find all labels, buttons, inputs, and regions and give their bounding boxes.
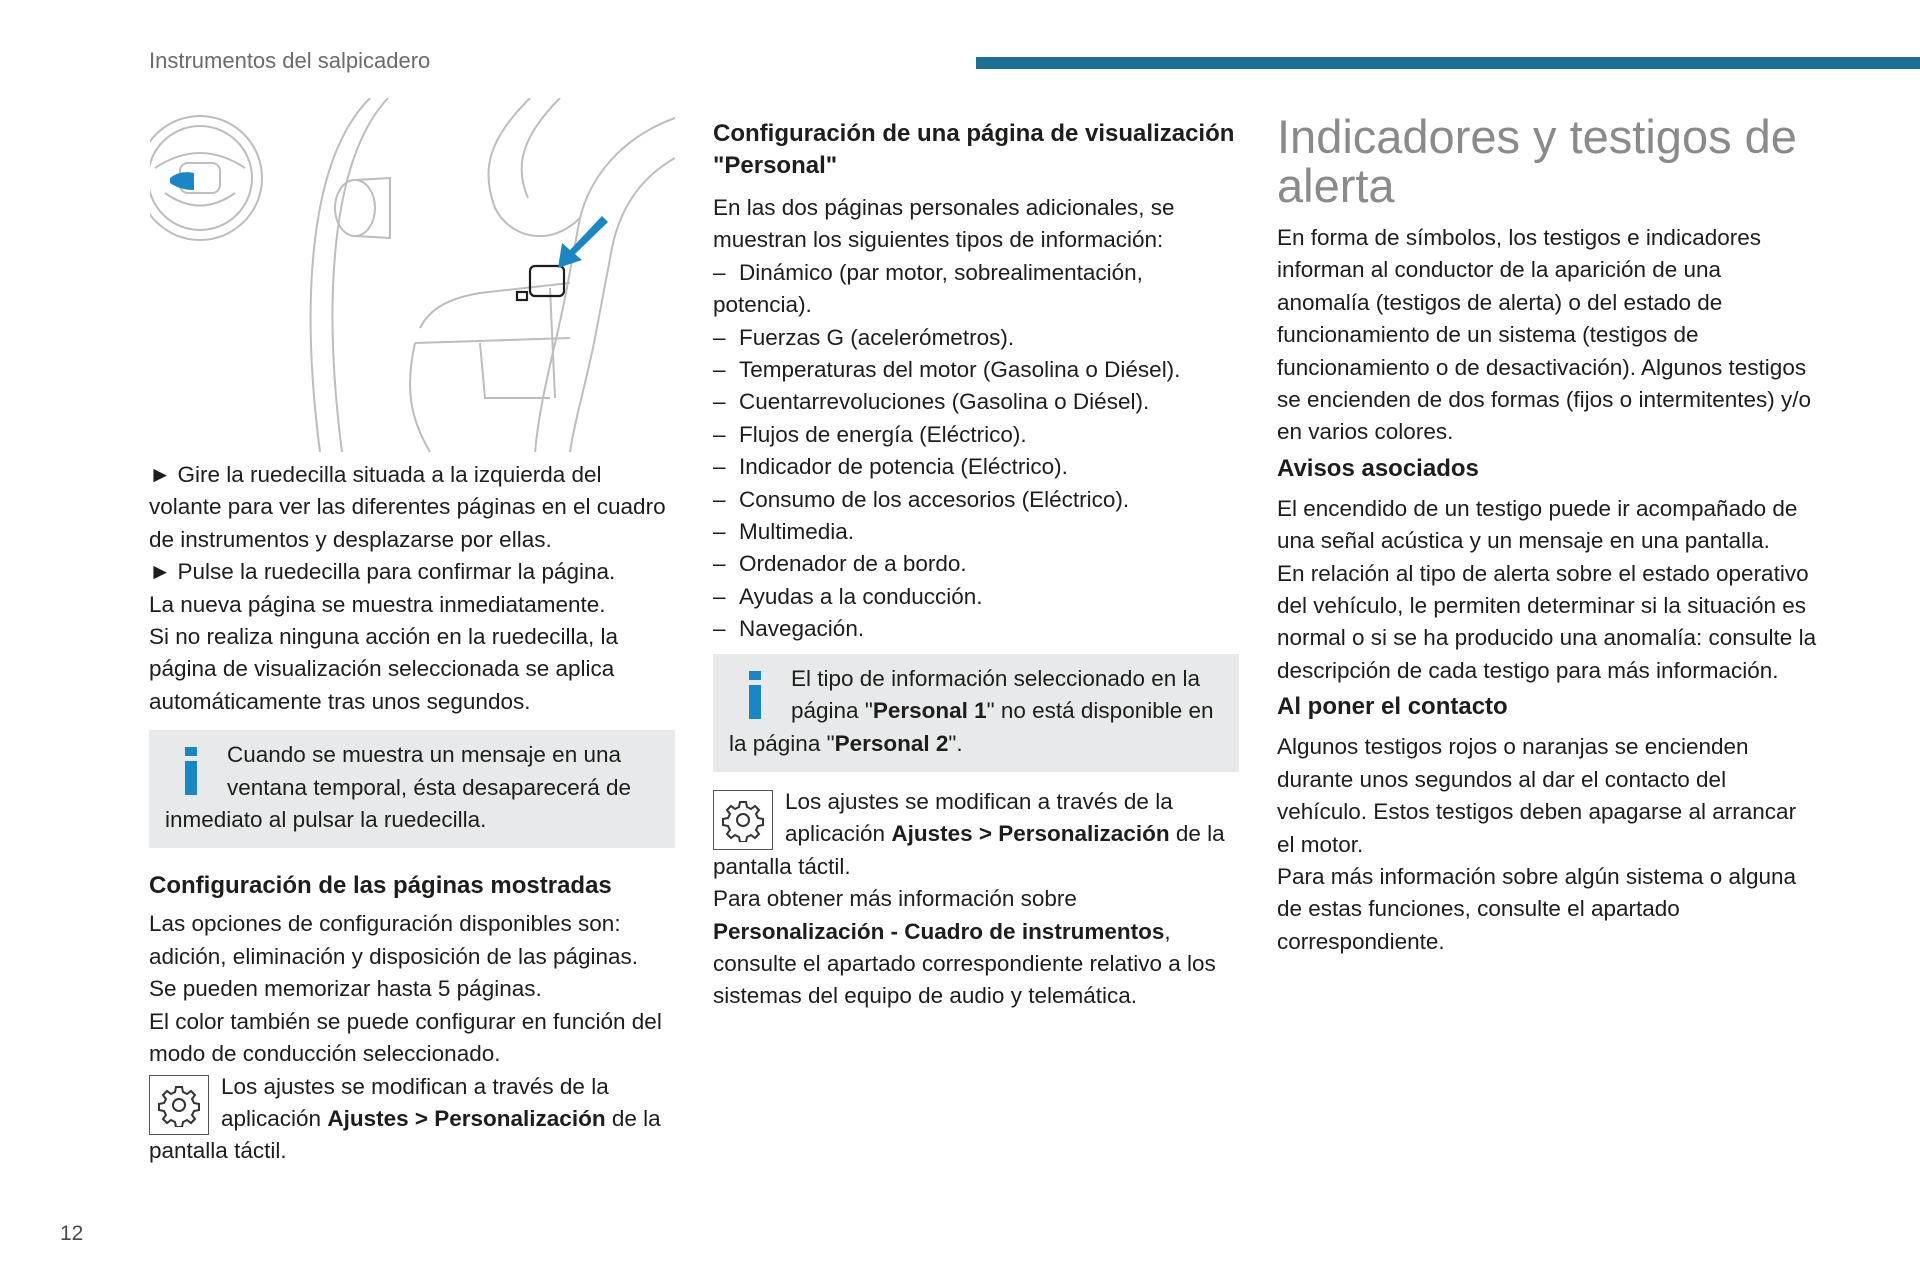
paragraph: En forma de símbolos, los testigos e indicadores informan al conductor de la aparición de una anomalía (testigos de alerta) o del estado de funcionamiento de un sistema (testigos de funcionamiento o de desactivación). Algunos testigos se encienden de dos formas (fijos o intermitentes) y/o en varios colores. bbox=[1277, 225, 1812, 445]
settings-path: Ajustes > Personalización bbox=[891, 821, 1170, 847]
paragraph: Las opciones de configuración disponibles son: adición, eliminación y disposición de las páginas. bbox=[149, 911, 639, 969]
section-heading: Configuración de una página de visualización "Personal" bbox=[713, 120, 1235, 179]
gear-icon bbox=[149, 1075, 209, 1135]
info-box bbox=[149, 730, 675, 848]
list-item: – Indicador de potencia (Eléctrico). bbox=[713, 454, 1068, 480]
header-accent-bar bbox=[976, 57, 1920, 69]
steering-wheel-illustration bbox=[150, 98, 675, 452]
list-item: – Cuentarrevoluciones (Gasolina o Diésel). bbox=[713, 389, 1150, 415]
settings-text-end: de la pantalla táctil. bbox=[713, 821, 1225, 879]
list-item: – Dinámico (par motor, sobrealimentación, potencia). bbox=[713, 259, 1143, 318]
settings-path: Ajustes > Personalización bbox=[327, 1105, 606, 1131]
column-right bbox=[1277, 112, 1817, 958]
list-item: – Consumo de los accesorios (Eléctrico). bbox=[713, 486, 1130, 512]
info-box: El tipo de información seleccionado en la página "Personal 1" no está disponible en la página "Personal 2". bbox=[713, 654, 1239, 772]
paragraph: Para obtener más información sobre Personalización - Cuadro de instrumentos, consulte el apartado correspondiente relativo a los sistemas del equipo de audio y telemática. bbox=[713, 886, 1216, 1009]
paragraph: El color también se puede configurar en función del modo de conducción seleccionado. bbox=[149, 1008, 662, 1067]
paragraph: Si no realiza ninguna acción en la ruedecilla, la página de visualización seleccionada se aplica automáticamente tras unos segundos. bbox=[149, 624, 619, 714]
info-type-list bbox=[713, 257, 1239, 646]
paragraph: Se pueden memorizar hasta 5 páginas. bbox=[149, 976, 542, 1002]
paragraph: Algunos testigos rojos o naranjas se encienden durante unos segundos al dar el contacto del vehículo. Estos testigos deben apagarse al arrancar el motor. bbox=[1277, 734, 1797, 857]
settings-note bbox=[149, 1071, 675, 1168]
paragraph: En las dos páginas personales adicionales, se muestran los siguientes tipos de información: bbox=[713, 195, 1175, 253]
paragraph: El encendido de un testigo puede ir acompañado de una señal acústica y un mensaje en una pantalla. bbox=[1277, 495, 1798, 554]
instruction-bullet: ► Gire la ruedecilla situada a la izquierda del volante para ver las diferentes páginas en el cuadro de instrumentos y desplazarse por ellas. bbox=[149, 462, 666, 552]
list-item: – Ordenador de a bordo. bbox=[713, 551, 967, 577]
list-item: – Temperaturas del motor (Gasolina o Diésel). bbox=[713, 357, 1181, 383]
section-title: Instrumentos del salpicadero bbox=[149, 48, 431, 73]
settings-text: Los ajustes se modifican a través de la aplicación bbox=[221, 1073, 609, 1131]
list-item: – Fuerzas G (acelerómetros). bbox=[713, 324, 1015, 350]
section-heading: Avisos asociados bbox=[1277, 454, 1479, 482]
page-number: 12 bbox=[60, 1222, 84, 1245]
paragraph: En relación al tipo de alerta sobre el estado operativo del vehículo, le permiten determinar si la situación es normal o si se ha producido una anomalía: consulte la descripción de cada testigo para más información. bbox=[1277, 560, 1817, 683]
list-item: – Navegación. bbox=[713, 616, 865, 642]
column-middle bbox=[713, 118, 1239, 1013]
list-item: – Multimedia. bbox=[713, 519, 855, 545]
info-icon bbox=[179, 747, 205, 799]
page-title: Indicadores y testigos de alerta bbox=[1277, 110, 1797, 212]
info-text: Cuando se muestra un mensaje en una ventana temporal, ésta desaparecerá de inmediato al pulsar la ruedecilla. bbox=[165, 742, 632, 833]
list-item: – Flujos de energía (Eléctrico). bbox=[713, 421, 1027, 447]
list-item: – Ayudas a la conducción. bbox=[713, 583, 983, 609]
settings-note bbox=[713, 786, 1239, 883]
section-heading: Al poner el contacto bbox=[1277, 693, 1508, 721]
column-left bbox=[149, 459, 675, 1168]
settings-text-end: de la pantalla táctil. bbox=[149, 1105, 661, 1164]
settings-text: Los ajustes se modifican a través de la aplicación bbox=[785, 788, 1173, 847]
section-heading: Configuración de las páginas mostradas bbox=[149, 872, 612, 900]
gear-icon bbox=[713, 790, 773, 850]
info-icon bbox=[743, 671, 769, 723]
instruction-bullet: ► Pulse la ruedecilla para confirmar la página. bbox=[149, 559, 616, 585]
paragraph: La nueva página se muestra inmediatamente. bbox=[149, 591, 606, 617]
paragraph: Para más información sobre algún sistema o alguna de estas funciones, consulte el apartado correspondiente. bbox=[1277, 863, 1797, 954]
